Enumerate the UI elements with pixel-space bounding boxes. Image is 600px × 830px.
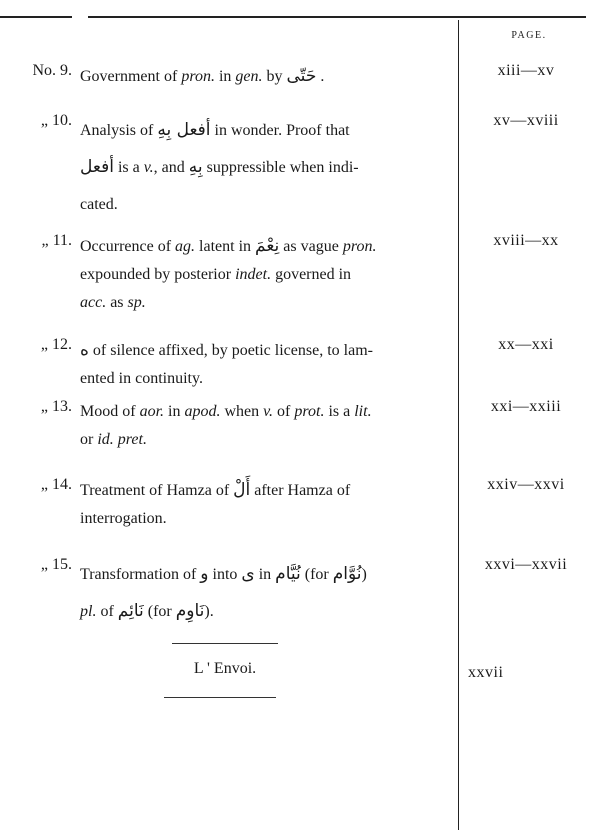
- arabic-term: ى: [241, 564, 255, 584]
- entry-text-line: interrogation.: [80, 510, 167, 527]
- arabic-term: نِعْمَ: [255, 236, 280, 256]
- entry-number: „ 11.: [41, 232, 72, 249]
- envoi-rule-bottom: [164, 697, 276, 698]
- entry-pages: xxvii: [468, 664, 504, 681]
- arabic-term: نَائِم: [117, 601, 144, 621]
- abbrev-term: gen.: [235, 68, 263, 85]
- entry-text-line: Treatment of Hamza of أَلْ after Hamza of: [80, 480, 351, 500]
- entry-pages: xiii—xv: [497, 62, 555, 79]
- entry-number: „ 10.: [40, 112, 72, 129]
- abbrev-term: prot.: [294, 403, 325, 420]
- entry-text-line: cated.: [80, 196, 118, 213]
- entry-text-line: Occurrence of ag. latent in نِعْمَ as vague pron.: [80, 236, 377, 256]
- entry-pages: xviii—xx: [493, 232, 559, 249]
- entry-text: [80, 62, 452, 91]
- abbrev-term: ag.: [175, 238, 196, 255]
- entry-text-line: Transformation of و into ى in نُيَّام (for نُوَّام): [80, 564, 367, 584]
- entry-number: No. 9.: [32, 62, 72, 79]
- entry-text: [80, 112, 452, 223]
- abbrev-term: pret.: [117, 431, 147, 448]
- entry-text-line: ه of silence affixed, by poetic license, to lam-: [80, 340, 373, 360]
- column-divider: [458, 20, 459, 830]
- entry-number: „ 12.: [40, 336, 72, 353]
- abbrev-term: indet.: [235, 266, 272, 283]
- entry-number: „ 14.: [40, 476, 72, 493]
- entry-text: [80, 232, 452, 317]
- entry-text-line: expounded by posterior indet. governed in: [80, 266, 352, 283]
- arabic-term: حَتّى: [286, 66, 317, 86]
- arabic-term: نُوَّام: [332, 564, 362, 584]
- entry-text-line: or id. pret.: [80, 431, 147, 448]
- entry-number: „ 13.: [40, 398, 72, 415]
- abbrev-term: pron.: [342, 238, 377, 255]
- abbrev-term: v.: [263, 403, 274, 420]
- arabic-term: أفعل بِهِ: [157, 120, 211, 140]
- entry-text-line: Analysis of أفعل بِهِ in wonder. Proof that: [80, 120, 350, 140]
- abbrev-term: sp.: [127, 294, 146, 311]
- entry-text-line: ented in continuity.: [80, 370, 203, 387]
- entry-pages: xxiv—xxvi: [487, 476, 565, 493]
- entry-text: [80, 556, 452, 630]
- top-rule-main: [88, 16, 586, 18]
- arabic-term: بِهِ: [188, 157, 203, 177]
- arabic-term: نَاوِم: [175, 601, 205, 621]
- entry-pages: xx—xxi: [498, 336, 554, 353]
- abbrev-term: aor.: [139, 403, 165, 420]
- arabic-term: نُيَّام: [275, 564, 301, 584]
- top-rule-left: [0, 16, 72, 18]
- entry-pages: xxvi—xxvii: [484, 556, 568, 573]
- entry-text-line: pl. of نَائِم (for نَاوِم).: [80, 601, 214, 621]
- entry-text-line: Government of pron. in gen. by حَتّى .: [80, 66, 325, 86]
- entry-text: [80, 336, 452, 393]
- entry-pages: xv—xviii: [493, 112, 559, 129]
- arabic-term: و: [200, 564, 209, 584]
- entry-text-line: أفعل is a v., and بِهِ suppressible when indi-: [80, 157, 359, 177]
- entry-text-line: acc. as sp.: [80, 294, 146, 311]
- entry-text-line: Mood of aor. in apod. when v. of prot. is a lit.: [80, 403, 372, 420]
- abbrev-term: lit.: [354, 403, 372, 420]
- abbrev-term: pron.: [181, 68, 215, 85]
- arabic-term: ه: [80, 340, 89, 360]
- entry-text: [80, 398, 452, 454]
- abbrev-term: acc.: [80, 294, 107, 311]
- envoi-rule-top: [172, 643, 278, 644]
- arabic-term: أَلْ: [233, 480, 251, 500]
- entry-number: „ 15.: [40, 556, 72, 573]
- abbrev-term: v.: [143, 159, 154, 176]
- arabic-term: أفعل: [80, 157, 114, 177]
- entry-pages: xxi—xxiii: [490, 398, 562, 415]
- entry-text: [80, 476, 452, 533]
- abbrev-term: apod.: [184, 403, 221, 420]
- abbrev-term: pl.: [80, 603, 97, 620]
- page-column-header: PAGE.: [511, 30, 547, 41]
- envoi-title: L ' Envoi.: [193, 660, 257, 677]
- abbrev-term: id.: [97, 431, 114, 448]
